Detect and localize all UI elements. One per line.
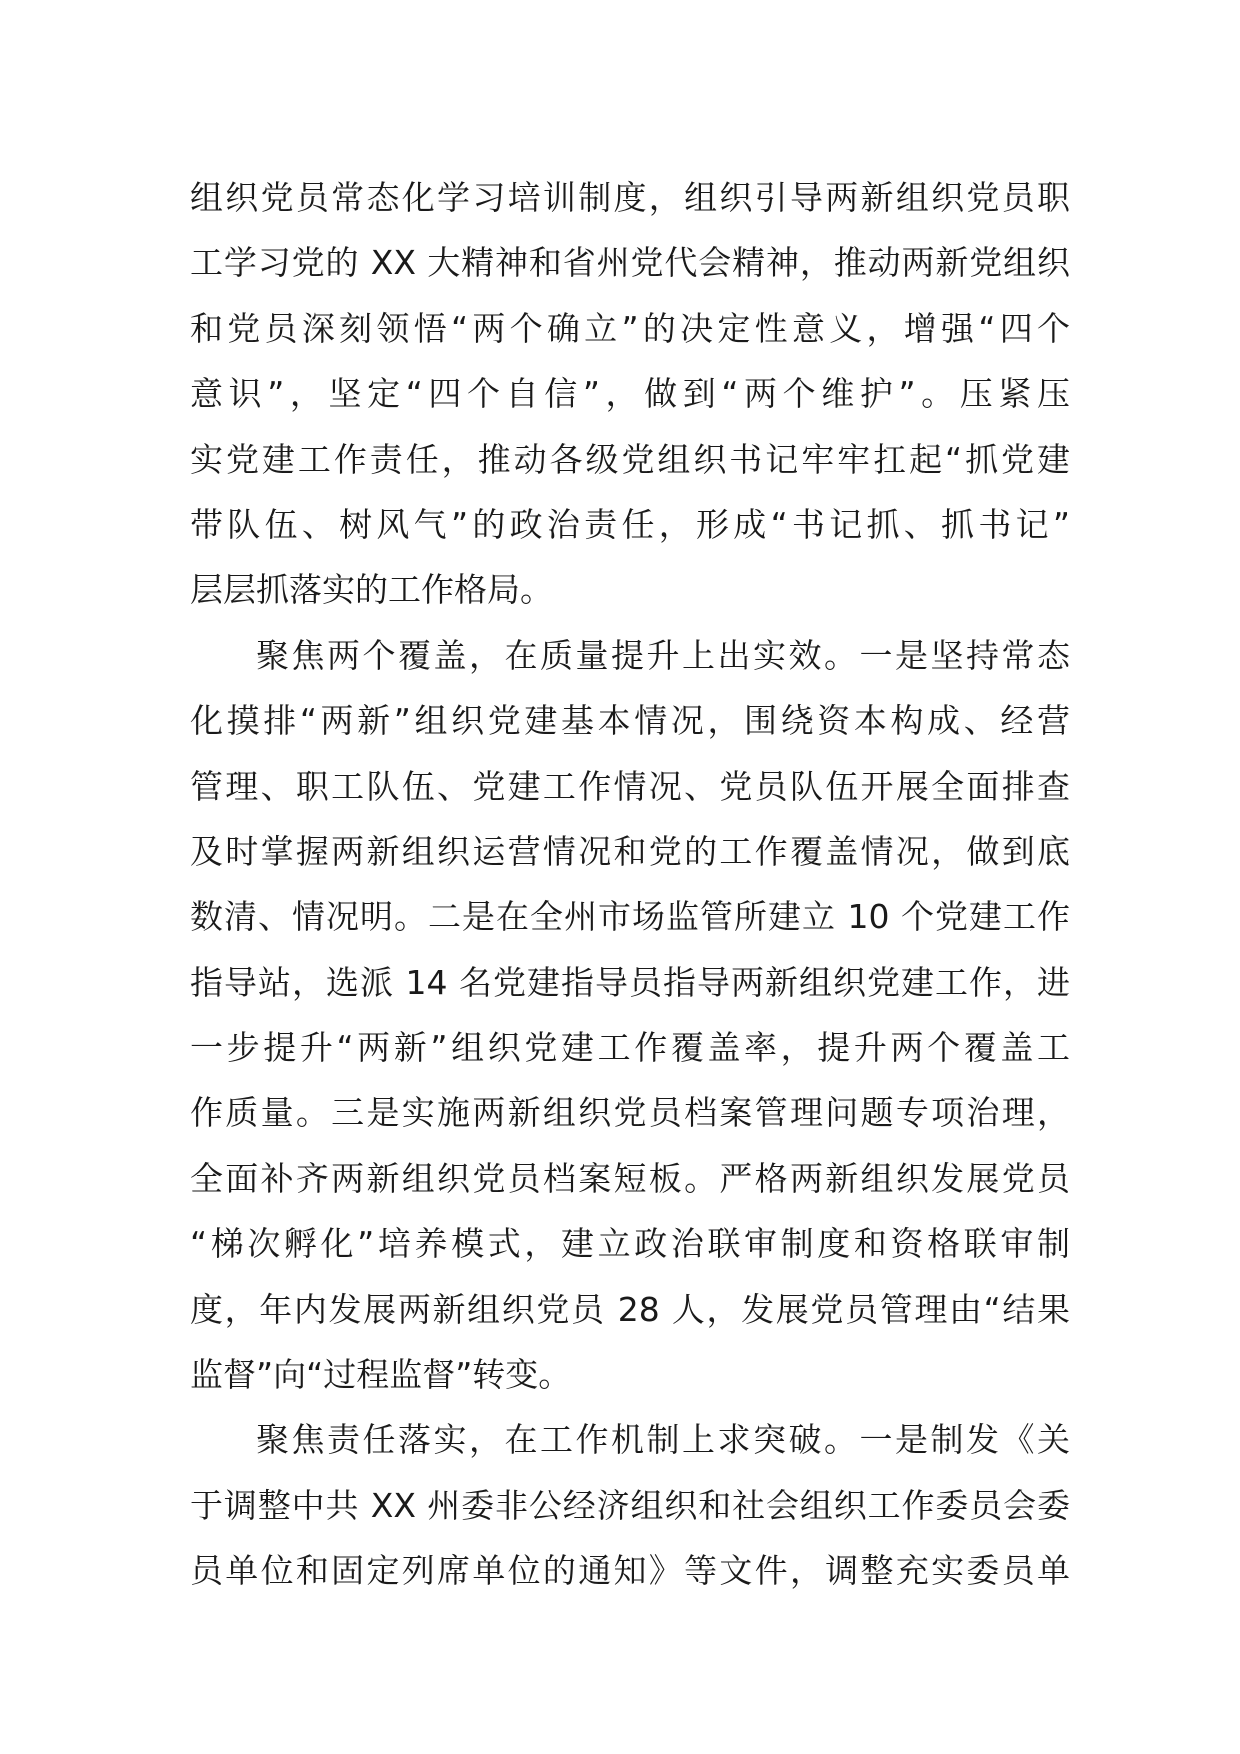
paragraph-3 (190, 1407, 1070, 1603)
body-text (190, 165, 1070, 1604)
text-line: 聚焦责任落实，在工作机制上求突破。一是制发《关 (256, 1420, 1070, 1460)
text-line: 聚焦两个覆盖，在质量提升上出实效。一是坚持常态 (256, 635, 1070, 675)
text-line: 化摸排“两新”组织党建基本情况，围绕资本构成、经营 (190, 701, 1070, 741)
text-line: 一步提升“两新”组织党建工作覆盖率，提升两个覆盖工 (190, 1028, 1070, 1068)
paragraph-1 (190, 165, 1070, 623)
text-line: “梯次孵化”培养模式，建立政治联审制度和资格联审制 (190, 1224, 1070, 1264)
text-line: 意识”，坚定“四个自信”，做到“两个维护”。压紧压 (190, 374, 1070, 414)
paragraph-2 (190, 623, 1070, 1408)
text-line: 组织党员常态化学习培训制度，组织引导两新组织党员职 (190, 178, 1070, 217)
text-line: 全面补齐两新组织党员档案短板。严格两新组织发展党员 (190, 1158, 1070, 1198)
text-line: 带队伍、树风气”的政治责任，形成“书记抓、抓书记” (190, 504, 1070, 544)
text-line: 实党建工作责任，推动各级党组织书记牢牢扛起“抓党建 (190, 439, 1070, 479)
text-line: 度，年内发展两新组织党员 28 人，发展党员管理由“结果 (190, 1289, 1070, 1329)
text-line: 和党员深刻领悟“两个确立”的决定性意义，增强“四个 (190, 308, 1070, 348)
text-line: 层层抓落实的工作格局。 (190, 570, 553, 610)
text-line: 员单位和固定列席单位的通知》等文件，调整充实委员单 (190, 1551, 1070, 1591)
text-line: 管理、职工队伍、党建工作情况、党员队伍开展全面排查 (190, 766, 1070, 806)
text-line: 监督”向“过程监督”转变。 (190, 1355, 572, 1395)
text-line: 及时掌握两新组织运营情况和党的工作覆盖情况，做到底 (190, 831, 1070, 871)
text-line: 作质量。三是实施两新组织党员档案管理问题专项治理， (190, 1093, 1070, 1133)
text-line: 指导站，选派 14 名党建指导员指导两新组织党建工作，进 (190, 962, 1070, 1002)
text-line: 数清、情况明。二是在全州市场监管所建立 10 个党建工作 (190, 897, 1070, 937)
text-line: 于调整中共 XX 州委非公经济组织和社会组织工作委员会委 (190, 1485, 1070, 1525)
text-line: 工学习党的 XX 大精神和省州党代会精神，推动两新党组织 (190, 243, 1070, 283)
